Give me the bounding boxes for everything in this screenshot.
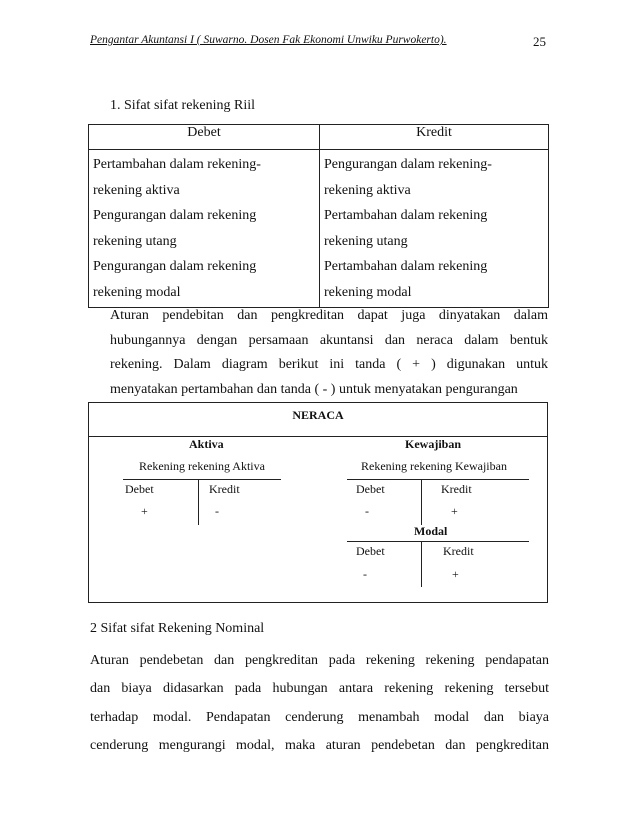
aktiva-account-label: Rekening rekening Aktiva [139,459,265,473]
paragraph-line: terhadap modal. Pendapatan cenderung menambah modal dan biaya [90,709,549,725]
paragraph-line: rekening. Dalam diagram berikut ini tanda ( + ) digunakan untuk [110,357,548,372]
cell-line: Pengurangan dalam rekening [93,259,257,274]
paragraph-line: dan biaya didasarkan pada hubungan antara rekening rekening tersebut [90,681,549,697]
modal-heading: Modal [414,524,448,538]
rekening-riil-table [88,124,549,308]
aktiva-debet-sign: + [141,504,148,518]
debet-cell [89,150,320,308]
kewajiban-heading: Kewajiban [405,437,462,451]
cell-line: rekening modal [324,284,412,300]
paragraph-line: Aturan pendebitan dan pengkreditan dapat juga dinyatakan dalam [110,308,548,323]
cell-line: rekening aktiva [93,182,180,198]
section-2-heading: 2 Sifat sifat Rekening Nominal [90,621,265,636]
kewajiban-kredit-sign: + [451,504,458,518]
page-header [90,34,546,49]
paragraph-line: hubungannya dengan persamaan akuntansi dan neraca dalam bentuk [110,332,548,348]
paragraph-line: cenderung mengurangi modal, maka aturan pendebetan dan pengkreditan [90,737,549,753]
column-header-kredit: Kredit [320,125,549,150]
aktiva-t-account-divider [198,480,199,525]
cell-line: Pertambahan dalam rekening- [93,157,261,172]
table-header-row [89,125,549,150]
modal-debet-sign: - [363,567,367,581]
table-row [89,150,549,308]
kredit-cell [320,150,549,308]
aktiva-t-account-top [123,479,281,480]
cell-line: rekening utang [93,233,177,249]
kewajiban-account-label: Rekening rekening Kewajiban [361,459,507,473]
aktiva-debet-label: Debet [125,482,154,496]
cell-line: rekening modal [93,284,181,300]
neraca-diagram [88,402,548,603]
cell-line: Pengurangan dalam rekening- [324,157,492,172]
paragraph-rekening-nominal [90,651,549,764]
cell-line: Pertambahan dalam rekening [324,259,488,274]
modal-t-account-divider [421,542,422,587]
cell-line: Pengurangan dalam rekening [93,208,257,223]
column-header-debet: Debet [89,125,320,150]
cell-line: rekening aktiva [324,182,411,198]
aktiva-kredit-label: Kredit [209,482,240,496]
modal-t-account-top [347,541,529,542]
cell-line: rekening utang [324,233,408,249]
section-1-heading: 1. Sifat sifat rekening Riil [110,98,256,113]
paragraph-line: Aturan pendebetan dan pengkreditan pada rekening rekening pendapatan [90,653,549,668]
modal-kredit-label: Kredit [443,544,474,558]
cell-line: Pertambahan dalam rekening [324,208,488,223]
kewajiban-t-account-divider [421,480,422,525]
modal-debet-label: Debet [356,544,385,558]
aktiva-kredit-sign: - [215,504,219,518]
page-number: 25 [533,34,546,49]
kewajiban-kredit-label: Kredit [441,482,472,496]
paragraph-line: menyatakan pertambahan dan tanda ( - ) untuk menyatakan pengurangan [110,381,518,397]
kewajiban-debet-label: Debet [356,482,385,496]
kewajiban-t-account-top [347,479,529,480]
paragraph-aturan-pendebitan [110,304,548,402]
modal-kredit-sign: + [452,567,459,581]
header-title: Pengantar Akuntansi I ( Suwarno. Dosen Fak Ekonomi Unwiku Purwokerto). [90,34,447,46]
kewajiban-debet-sign: - [365,504,369,518]
neraca-title: NERACA [89,403,547,437]
aktiva-heading: Aktiva [189,437,224,451]
